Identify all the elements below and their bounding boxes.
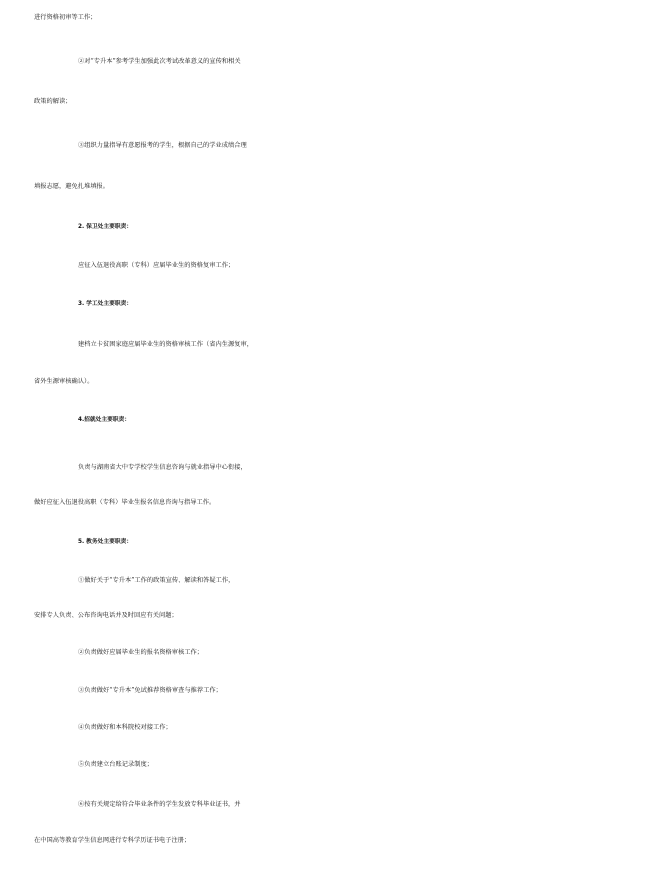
section-heading: 5. 教务处主要职责： — [78, 539, 133, 545]
text-line: ⑤负责建立台账记录制度； — [78, 761, 153, 768]
text-line: ⑥按有关规定给符合毕业条件的学生发放专科毕业证书，并 — [78, 801, 241, 808]
text-line: 省外生源审核确认）。 — [34, 378, 94, 385]
text-line: 做好应征入伍退役高职（专科）毕业生报名信息咨询与指导工作。 — [34, 499, 216, 506]
text-line: ①做好关于“专升本”工作的政策宣传、解读和答疑工作， — [78, 577, 235, 584]
text-line: 填报志愿，避免扎堆填报。 — [34, 183, 109, 190]
text-line: ②负责做好应届毕业生的报名资格审核工作； — [78, 649, 203, 656]
text-line: 在中国高等教育学生信息网进行专科学历证书电子注册； — [34, 837, 191, 844]
section-heading: 3. 学工处主要职责： — [78, 301, 133, 307]
section-heading: 4.招就处主要职责： — [78, 417, 131, 423]
text-line: ④负责做好和本科院校对接工作； — [78, 724, 172, 731]
text-line: ③组织力量指导有意愿报考的学生，根据自己的学业成绩合理 — [78, 142, 247, 149]
text-line: 安排专人负责、公布咨询电话并及时回应有关问题； — [34, 612, 178, 619]
text-line: 应征入伍退役高职（专科）应届毕业生的资格复审工作； — [78, 262, 235, 269]
text-line: 负责与湖南省大中专学校学生信息咨询与就业指导中心衔接， — [78, 464, 247, 471]
text-line: 进行资格初审等工作； — [34, 14, 97, 21]
text-line: 建档立卡贫困家庭应届毕业生的资格审核工作（省内生源复审， — [78, 341, 253, 348]
section-heading: 2. 保卫处主要职责： — [78, 224, 133, 230]
text-line: ③负责做好“专升本”免试推荐资格审查与推荐工作； — [78, 687, 222, 694]
text-line: 政策的解读； — [34, 98, 72, 105]
text-line: ②对“专升本”参考学生加强此次考试改革意义的宣传和相关 — [78, 58, 241, 65]
